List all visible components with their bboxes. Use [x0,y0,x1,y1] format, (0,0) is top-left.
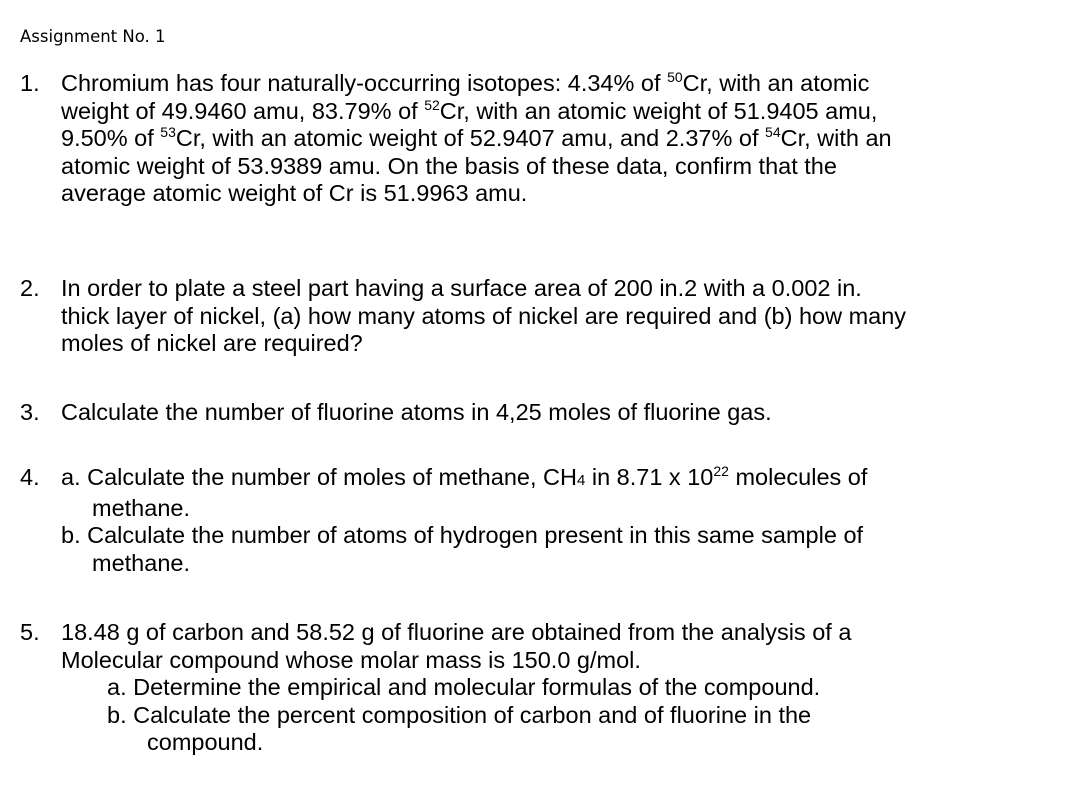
question-4 [20,464,1065,577]
question-line: Calculate the number of fluorine atoms in 4,25 moles of fluorine gas. [61,399,772,425]
question-line: average atomic weight of Cr is 51.9963 amu. [61,180,528,206]
question-number: 4. [20,464,40,490]
question-line: atomic weight of 53.9389 amu. On the basis of these data, confirm that the [61,152,837,179]
question-line: Chromium has four naturally-occurring isotopes: 4.34% of $^{50}$Cr, with an atomic [61,69,870,96]
question-line: thick layer of nickel, (a) how many atoms of nickel are required and (b) how many [61,302,907,329]
question-line: In order to plate a steel part having a surface area of 200 in.2 with a 0.002 in. [61,275,862,301]
question-line: a. Calculate the number of moles of methane, CH4 in 8.71 x $10^{22}$ molecules of [61,463,868,490]
question-number: 3. [20,399,40,425]
question-5 [20,619,1065,757]
question-line: b. Calculate the percent composition of carbon and of fluorine in the [107,701,812,728]
question-line: compound. [147,729,264,755]
question-line: weight of 49.9460 amu, 83.79% of $^{52}$Cr, with an atomic weight of 51.9405 amu, [61,96,878,124]
question-line: a. Determine the empirical and molecular formulas of the compound. [107,674,821,700]
question-line: b. Calculate the number of atoms of hydrogen present in this same sample of [61,522,864,548]
assignment-title: Assignment No. 1 [20,27,166,46]
question-line: moles of nickel are required? [61,330,363,356]
question-2 [20,275,1065,358]
question-number: 2. [20,275,40,301]
question-line: methane. [92,494,190,521]
question-1 [20,70,1065,208]
question-3 [20,399,1065,427]
question-line: 9.50% of $^{53}$Cr, with an atomic weight of 52.9407 amu, and 2.37% of $^{54}$Cr, with an [61,124,892,151]
question-line: 18.48 g of carbon and 58.52 g of fluorine are obtained from the analysis of a [61,619,852,645]
question-number: 5. [20,619,40,645]
question-line: Molecular compound whose molar mass is 150.0 g/mol. [61,646,641,673]
question-line: methane. [92,549,190,576]
question-number: 1. [20,70,40,96]
